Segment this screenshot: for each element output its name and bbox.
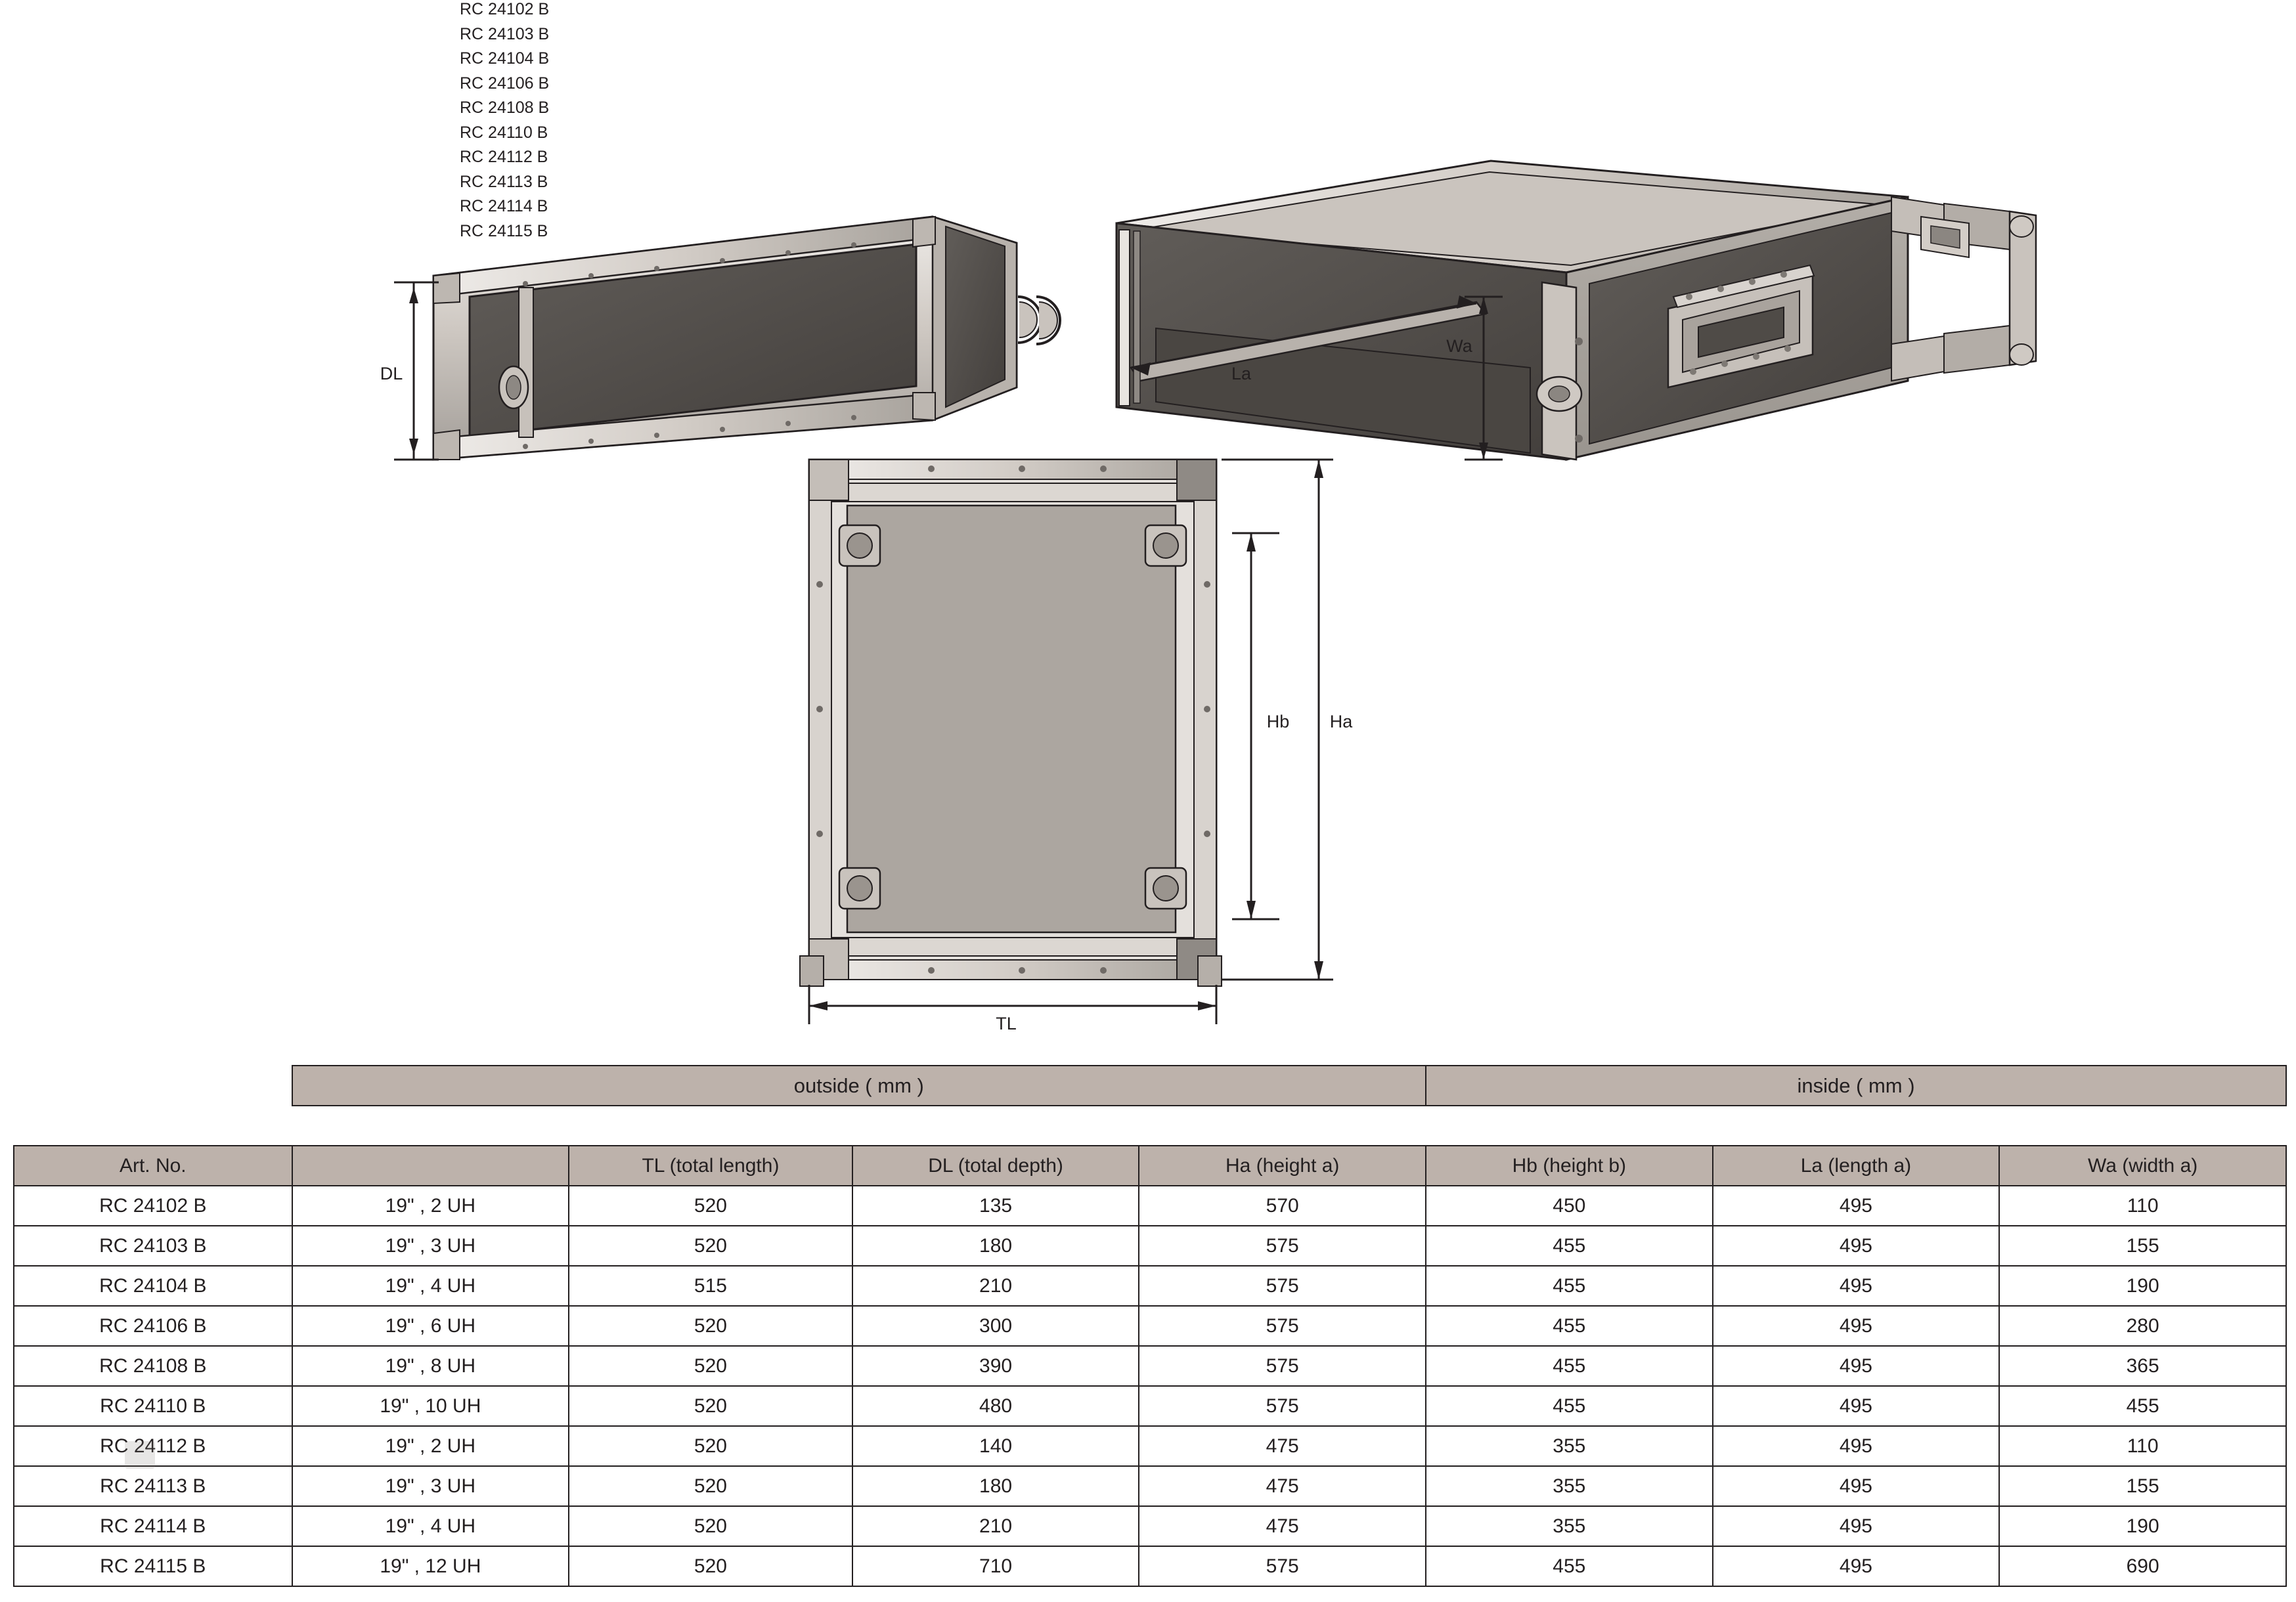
column-header-la: La (length a) [1713, 1146, 2000, 1186]
cell-format: 19" , 3 UH [292, 1466, 569, 1506]
cell-dl: 135 [852, 1186, 1139, 1226]
spacer-blank-8 [1999, 1106, 2286, 1146]
cell-art-no: RC 24115 B [14, 1546, 292, 1586]
cell-format: 19" , 10 UH [292, 1386, 569, 1426]
cell-ha: 475 [1139, 1466, 1426, 1506]
cell-wa: 280 [1999, 1306, 2286, 1346]
cell-ha: 575 [1139, 1346, 1426, 1386]
column-header-format [292, 1146, 569, 1186]
cell-art-no: RC 24103 B [14, 1226, 292, 1266]
cell-hb: 355 [1426, 1426, 1713, 1466]
cell-art-no: RC 24106 B [14, 1306, 292, 1346]
spacer-blank-2 [292, 1106, 569, 1146]
cell-art-no: RC 24114 B [14, 1506, 292, 1546]
cell-tl: 520 [569, 1226, 852, 1266]
cell-art-no: RC 24113 B [14, 1466, 292, 1506]
dim-label-wa: Wa [1446, 336, 1472, 356]
cell-wa: 155 [1999, 1466, 2286, 1506]
cell-hb: 455 [1426, 1226, 1713, 1266]
cell-la: 495 [1713, 1546, 2000, 1586]
cell-dl: 210 [852, 1266, 1139, 1306]
cell-dl: 390 [852, 1346, 1139, 1386]
table-row [14, 1186, 2286, 1226]
cell-hb: 455 [1426, 1306, 1713, 1346]
cell-la: 495 [1713, 1186, 2000, 1226]
list-item: RC 24103 B [460, 24, 550, 43]
cell-art-no: RC 24104 B [14, 1266, 292, 1306]
table-row [14, 1506, 2286, 1546]
table-row [14, 1226, 2286, 1266]
spacer-blank-3 [569, 1106, 852, 1146]
column-header-dl: DL (total depth) [852, 1146, 1139, 1186]
cell-la: 495 [1713, 1506, 2000, 1546]
cell-dl: 140 [852, 1426, 1139, 1466]
cell-dl: 180 [852, 1466, 1139, 1506]
cell-art-no: RC 24102 B [14, 1186, 292, 1226]
scan-artifact [125, 1441, 155, 1469]
cell-hb: 455 [1426, 1546, 1713, 1586]
cell-wa: 190 [1999, 1506, 2286, 1546]
dim-label-la: La [1231, 364, 1252, 383]
cell-hb: 455 [1426, 1386, 1713, 1426]
cell-tl: 515 [569, 1266, 852, 1306]
spacer-blank-7 [1713, 1106, 2000, 1146]
spacer-blank-4 [852, 1106, 1139, 1146]
cell-tl: 520 [569, 1466, 852, 1506]
cell-format: 19" , 12 UH [292, 1546, 569, 1586]
cell-dl: 210 [852, 1506, 1139, 1546]
cell-wa: 190 [1999, 1266, 2286, 1306]
cell-format: 19" , 3 UH [292, 1226, 569, 1266]
cell-tl: 520 [569, 1506, 852, 1546]
column-header-wa: Wa (width a) [1999, 1146, 2286, 1186]
cell-wa: 690 [1999, 1546, 2286, 1586]
table-group-header-row [14, 1066, 2286, 1106]
dim-label-dl: DL [380, 364, 403, 383]
list-item: RC 24115 B [460, 221, 548, 240]
cell-tl: 520 [569, 1346, 852, 1386]
dim-label-ha: Ha [1329, 712, 1353, 731]
cell-ha: 575 [1139, 1386, 1426, 1426]
cell-hb: 355 [1426, 1506, 1713, 1546]
drawing-case-view [1036, 161, 2036, 460]
table-row [14, 1386, 2286, 1426]
cell-tl: 520 [569, 1306, 852, 1346]
cell-ha: 575 [1139, 1306, 1426, 1346]
cell-art-no: RC 24108 B [14, 1346, 292, 1386]
spacer-blank-1 [14, 1106, 292, 1146]
cell-format: 19" , 8 UH [292, 1346, 569, 1386]
table-row [14, 1466, 2286, 1506]
list-item: RC 24102 B [460, 0, 550, 18]
table-corner-blank [14, 1066, 292, 1106]
column-header-tl: TL (total length) [569, 1146, 852, 1186]
list-item: RC 24110 B [460, 123, 548, 142]
list-item: RC 24104 B [460, 49, 550, 68]
cell-tl: 520 [569, 1186, 852, 1226]
cell-art-no: RC 24112 B [14, 1426, 292, 1466]
list-item: RC 24113 B [460, 172, 548, 191]
cell-la: 495 [1713, 1386, 2000, 1426]
table-header-row [14, 1146, 2286, 1186]
cell-la: 495 [1713, 1226, 2000, 1266]
column-header-art-no: Art. No. [14, 1146, 292, 1186]
cell-ha: 575 [1139, 1266, 1426, 1306]
spacer-blank-6 [1426, 1106, 1713, 1146]
list-item: RC 24112 B [460, 148, 548, 166]
specification-table [13, 1065, 2287, 1587]
cell-wa: 110 [1999, 1186, 2286, 1226]
cell-tl: 520 [569, 1386, 852, 1426]
cell-ha: 570 [1139, 1186, 1426, 1226]
cell-wa: 455 [1999, 1386, 2286, 1426]
cell-hb: 355 [1426, 1466, 1713, 1506]
cell-hb: 455 [1426, 1266, 1713, 1306]
cell-la: 495 [1713, 1426, 2000, 1466]
spacer-blank-5 [1139, 1106, 1426, 1146]
table-row [14, 1266, 2286, 1306]
cell-dl: 300 [852, 1306, 1139, 1346]
cell-dl: 180 [852, 1226, 1139, 1266]
dim-label-tl: TL [996, 1014, 1017, 1033]
cell-la: 495 [1713, 1466, 2000, 1506]
cell-ha: 475 [1139, 1426, 1426, 1466]
cell-format: 19" , 2 UH [292, 1426, 569, 1466]
cell-la: 495 [1713, 1306, 2000, 1346]
column-header-hb: Hb (height b) [1426, 1146, 1713, 1186]
cell-format: 19" , 4 UH [292, 1506, 569, 1546]
cell-tl: 520 [569, 1546, 852, 1586]
table-row [14, 1426, 2286, 1466]
table-row [14, 1546, 2286, 1586]
cell-hb: 450 [1426, 1186, 1713, 1226]
cell-wa: 110 [1999, 1426, 2286, 1466]
table-spacer-row [14, 1106, 2286, 1146]
drawing-front-view [800, 460, 1222, 986]
cell-dl: 710 [852, 1546, 1139, 1586]
cell-art-no: RC 24110 B [14, 1386, 292, 1426]
drawing-lid-view [433, 217, 1041, 460]
cell-ha: 575 [1139, 1546, 1426, 1586]
group-header-inside: inside ( mm ) [1426, 1066, 2286, 1106]
list-item: RC 24114 B [460, 197, 548, 215]
cell-ha: 475 [1139, 1506, 1426, 1546]
cell-la: 495 [1713, 1266, 2000, 1306]
cell-wa: 155 [1999, 1226, 2286, 1266]
cell-format: 19" , 6 UH [292, 1306, 569, 1346]
dim-label-hb: Hb [1266, 712, 1290, 731]
cell-wa: 365 [1999, 1346, 2286, 1386]
table-row [14, 1306, 2286, 1346]
cell-ha: 575 [1139, 1226, 1426, 1266]
cell-hb: 455 [1426, 1346, 1713, 1386]
cell-tl: 520 [569, 1426, 852, 1466]
column-header-ha: Ha (height a) [1139, 1146, 1426, 1186]
cell-format: 19" , 4 UH [292, 1266, 569, 1306]
group-header-outside: outside ( mm ) [292, 1066, 1426, 1106]
list-item: RC 24106 B [460, 74, 550, 93]
cell-la: 495 [1713, 1346, 2000, 1386]
table-row [14, 1346, 2286, 1386]
cell-format: 19" , 2 UH [292, 1186, 569, 1226]
cell-dl: 480 [852, 1386, 1139, 1426]
list-item: RC 24108 B [460, 98, 550, 117]
